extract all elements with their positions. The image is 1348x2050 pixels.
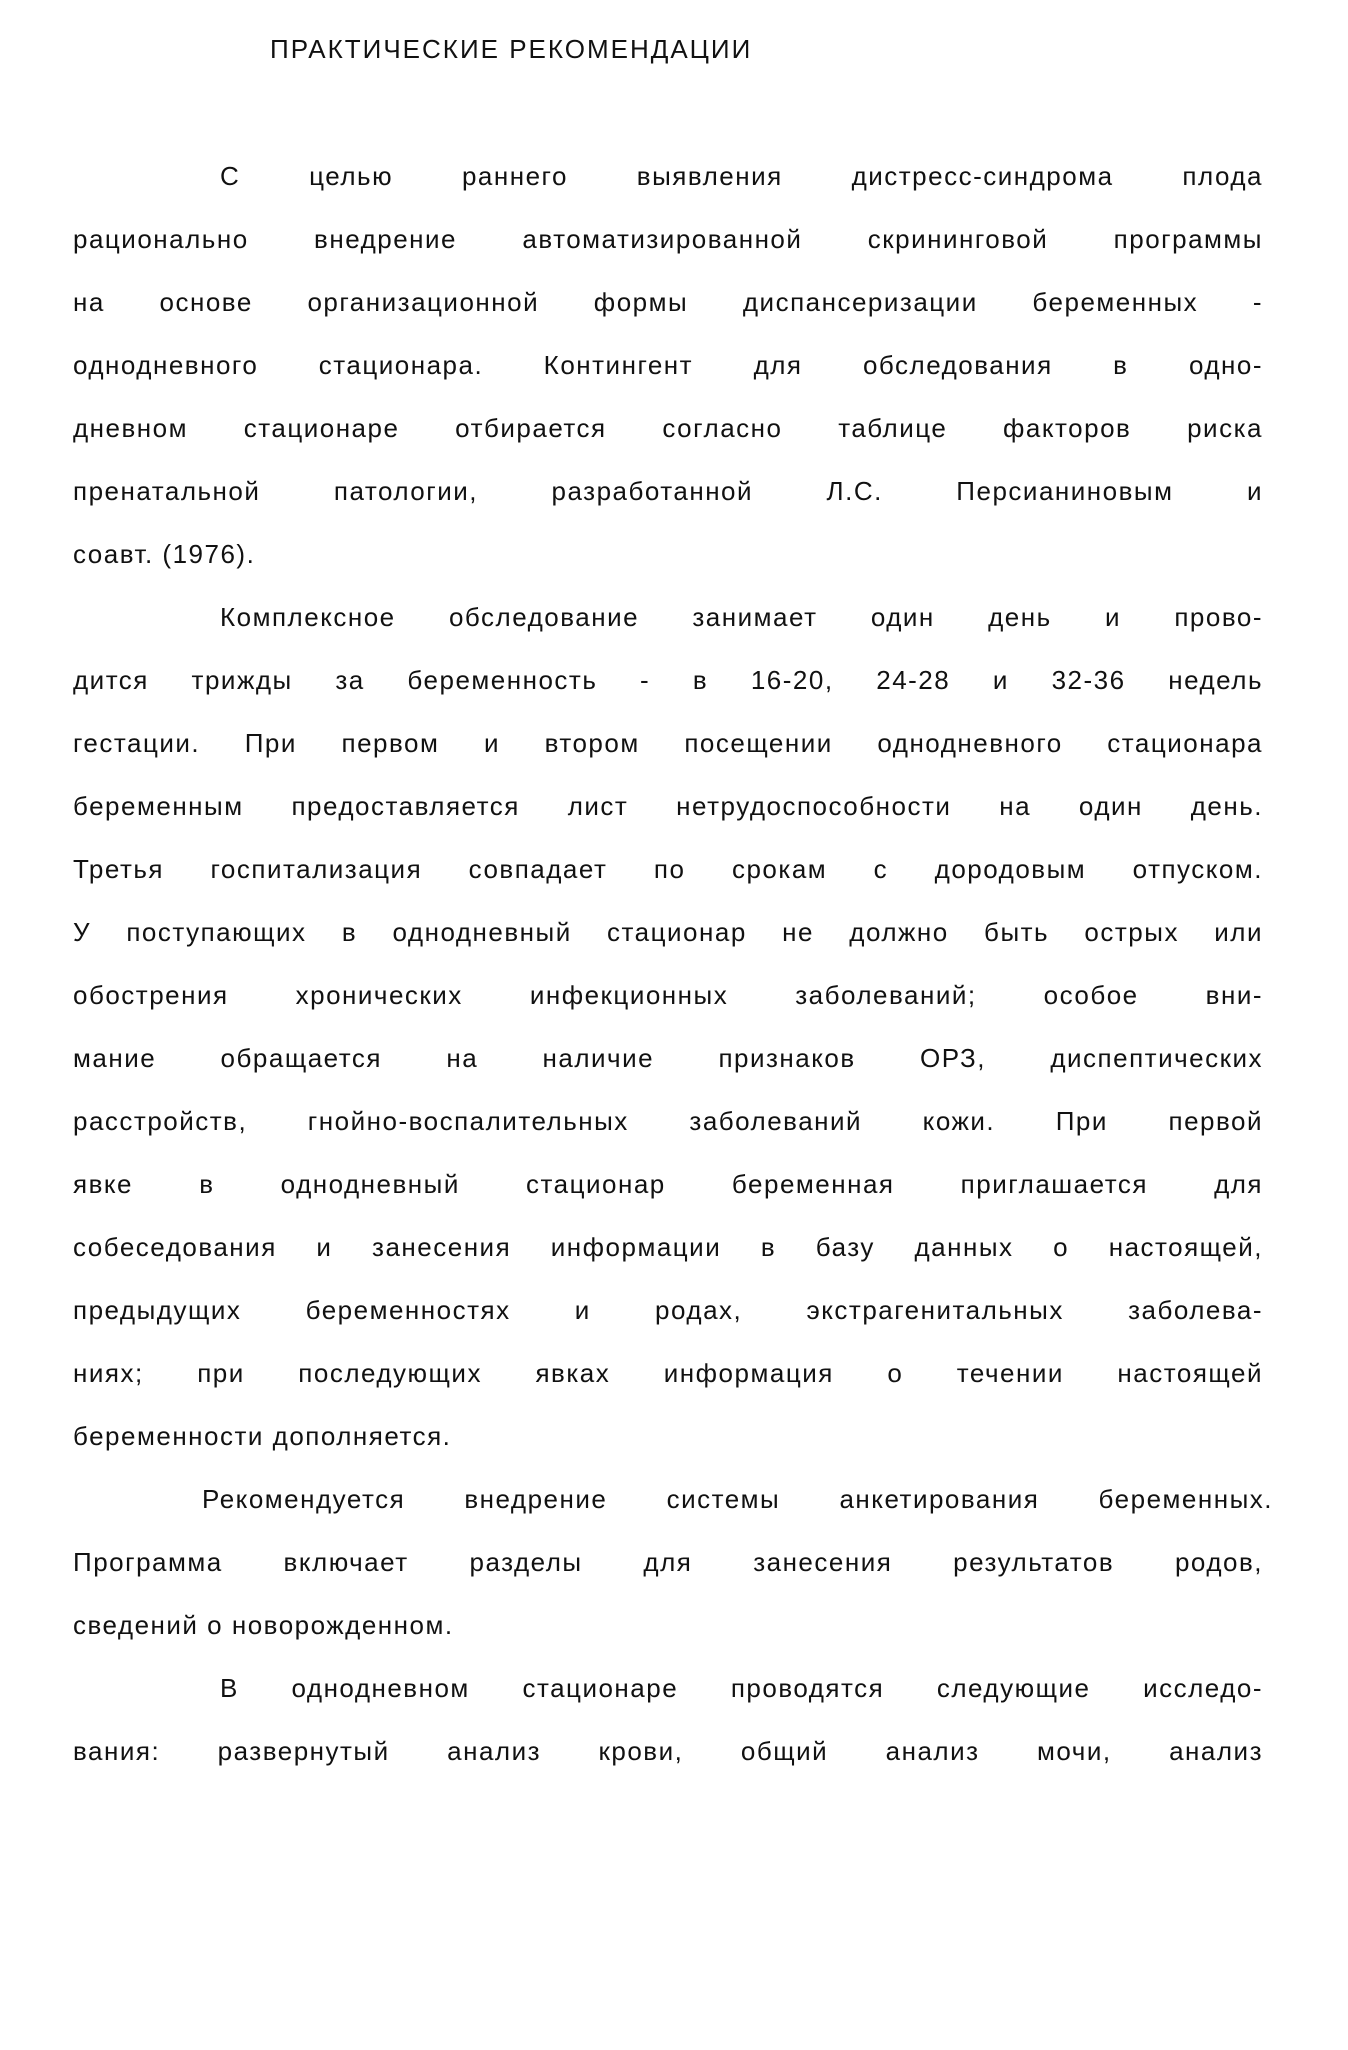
text-line: мание обращается на наличие признаков ОРЗ, диспептических <box>73 1043 1263 1073</box>
text-line: на основе организационной формы диспансеризации беременных - <box>73 287 1263 317</box>
text-line: Третья госпитализация совпадает по срокам с дородовым отпуском. <box>73 854 1263 884</box>
text-line: соавт. (1976). <box>73 539 256 569</box>
text-line: вания: развернутый анализ крови, общий анализ мочи, анализ <box>73 1736 1263 1766</box>
text-line: Комплексное обследование занимает один день и прово- <box>220 602 1263 632</box>
text-line: пренатальной патологии, разработанной Л.С. Персианиновым и <box>73 476 1263 506</box>
text-line: Рекомендуется внедрение системы анкетирования беременных. <box>202 1484 1273 1514</box>
text-line: С целью раннего выявления дистресс-синдрома плода <box>220 161 1263 191</box>
text-line: беременности дополняется. <box>73 1421 452 1451</box>
text-line: дневном стационаре отбирается согласно таблице факторов риска <box>73 413 1263 443</box>
text-line: рационально внедрение автоматизированной скрининговой программы <box>73 224 1263 254</box>
text-line: ниях; при последующих явках информация о течении настоящей <box>73 1358 1263 1388</box>
text-line: В однодневном стационаре проводятся следующие исследо- <box>220 1673 1263 1703</box>
text-line: беременным предоставляется лист нетрудоспособности на один день. <box>73 791 1263 821</box>
text-line: явке в однодневный стационар беременная приглашается для <box>73 1169 1263 1199</box>
text-line: собеседования и занесения информации в базу данных о настоящей, <box>73 1232 1263 1262</box>
text-line: расстройств, гнойно-воспалительных заболеваний кожи. При первой <box>73 1106 1263 1136</box>
text-line: сведений о новорожденном. <box>73 1610 454 1640</box>
text-line: Программа включает разделы для занесения результатов родов, <box>73 1547 1263 1577</box>
page-title: ПРАКТИЧЕСКИЕ РЕКОМЕНДАЦИИ <box>270 34 753 64</box>
text-line: предыдущих беременностях и родах, экстрагенитальных заболева- <box>73 1295 1263 1325</box>
text-line: У поступающих в однодневный стационар не должно быть острых или <box>73 917 1263 947</box>
text-line: дится трижды за беременность - в 16-20, 24-28 и 32-36 недель <box>73 665 1263 695</box>
text-line: обострения хронических инфекционных заболеваний; особое вни- <box>73 980 1263 1010</box>
text-line: однодневного стационара. Контингент для обследования в одно- <box>73 350 1263 380</box>
text-line: гестации. При первом и втором посещении однодневного стационара <box>73 728 1263 758</box>
